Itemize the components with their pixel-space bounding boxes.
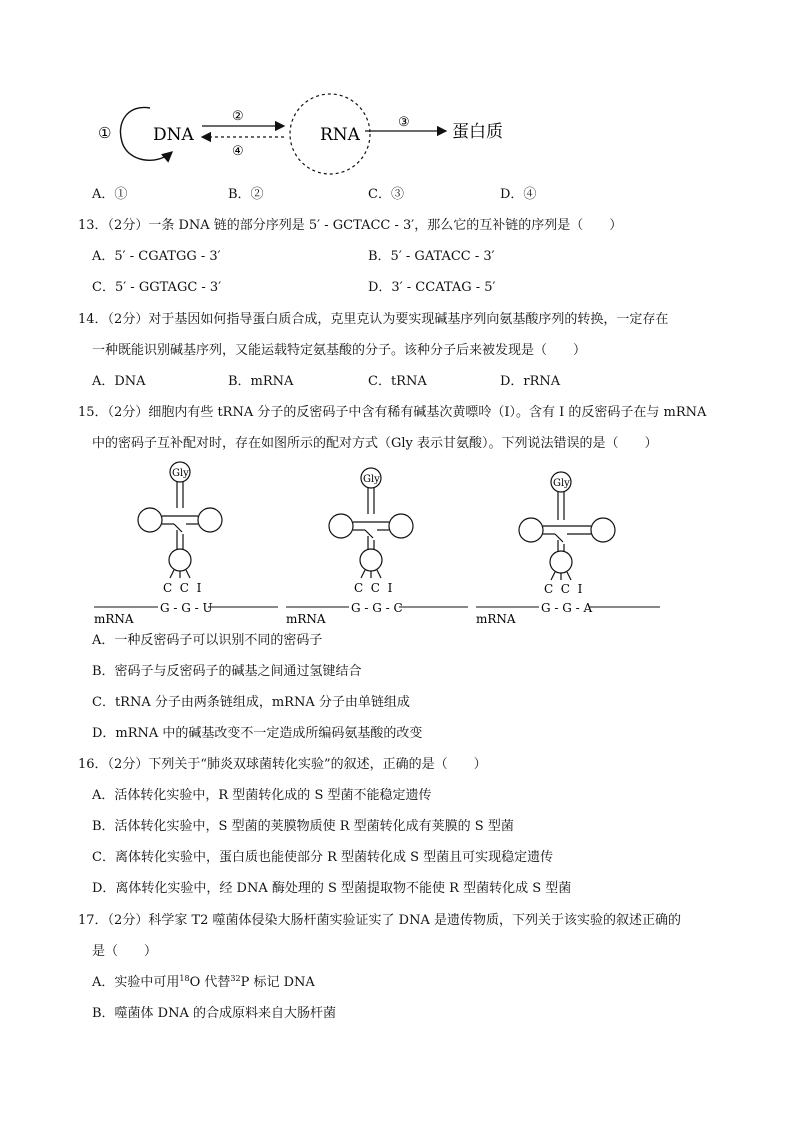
trna-1: [138, 462, 222, 615]
q12-option-a: A．①: [92, 187, 128, 202]
trna-2-anticodon: C C I: [354, 581, 393, 595]
q15-option-b: B．密码子与反密码子的碱基之间通过氢键结合: [92, 664, 362, 679]
q15-stem-line2: 中的密码子互补配对时，存在如图所示的配对方式（Gly 表示甘氨酸）。下列说法错误的是（ ）: [92, 436, 658, 451]
trna-3-codon: G - G - A: [541, 601, 593, 615]
q14-option-c: C．tRNA: [368, 374, 427, 389]
trna-3: [519, 472, 615, 615]
q17-option-a-pre: A．实验中可用: [92, 975, 180, 990]
q13-option-a: A．5′ - CGATGG - 3′: [92, 249, 221, 264]
protein-label: 蛋白质: [452, 122, 503, 142]
q16-option-c: C．离体转化实验中，蛋白质也能使部分 R 型菌转化成 S 型菌且可实现稳定遗传: [92, 850, 554, 865]
dna-label: DNA: [153, 125, 194, 145]
trna-2-amino-acid: Gly: [363, 474, 380, 485]
q13-option-d: D．3′ - CCATAG - 5′: [368, 280, 496, 295]
q12-option-b: B．②: [228, 187, 264, 202]
q17-option-a-post: P 标记 DNA: [240, 975, 315, 990]
step1-label: ①: [98, 124, 112, 142]
mrna-label-1: mRNA: [94, 612, 134, 626]
trna-3-amino-acid: Gly: [553, 478, 570, 489]
trna-1-anticodon: C C I: [163, 581, 202, 595]
q16-stem: 16．（2分）下列关于“肺炎双球菌转化实验”的叙述，正确的是（ ）: [78, 757, 487, 772]
q14-option-b: B．mRNA: [228, 374, 294, 389]
mrna-label-3: mRNA: [476, 612, 516, 626]
q14-stem-line2: 一种既能识别碱基序列，又能运载特定氨基酸的分子。该种分子后来被发现是（ ）: [92, 343, 587, 358]
trna-1-amino-acid: Gly: [172, 468, 189, 479]
q12-option-d: D．④: [500, 187, 537, 202]
q16-option-d: D．离体转化实验中，经 DNA 酶处理的 S 型菌提取物不能使 R 型菌转化成 S 型菌: [92, 881, 572, 896]
q13-option-c: C．5′ - GGTAGC - 3′: [92, 280, 222, 295]
q15-option-c: C．tRNA 分子由两条链组成，mRNA 分子由单链组成: [92, 695, 410, 710]
q14-option-a: A．DNA: [92, 374, 146, 389]
q14-stem-line1: 14．（2分）对于基因如何指导蛋白质合成，克里克认为要实现碱基序列向氨基酸序列的转换，一定存在: [78, 312, 669, 327]
q15-option-d: D．mRNA 中的碱基改变不一定造成所编码氨基酸的改变: [92, 726, 423, 741]
q17-stem-line1: 17．（2分）科学家 T2 噬菌体侵染大肠杆菌实验证实了 DNA 是遗传物质，下列关于该实验的叙述正确的: [78, 913, 681, 928]
q17-stem-line2: 是（ ）: [92, 944, 158, 959]
q17-option-a-isotope-o: 18: [179, 974, 190, 983]
trna-2: [329, 468, 413, 615]
q13-stem: 13．（2分）一条 DNA 链的部分序列是 5′ - GCTACC - 3′，那么它的互补链的序列是（ ）: [78, 218, 623, 233]
rna-label: RNA: [320, 125, 360, 145]
q17-option-b: B．噬菌体 DNA 的合成原料来自大肠杆菌: [92, 1006, 337, 1021]
q16-option-b: B．活体转化实验中，S 型菌的荚膜物质使 R 型菌转化成有荚膜的 S 型菌: [92, 819, 514, 834]
q17-option-a-mid: O 代替: [189, 975, 231, 990]
q17-option-a: [92, 974, 315, 992]
step4-label: ④: [232, 144, 244, 159]
q17-option-a-isotope-p: 32: [230, 974, 241, 983]
trna-1-codon: G - G - U: [160, 601, 213, 615]
mrna-label-2: mRNA: [286, 612, 326, 626]
step2-label: ②: [232, 109, 244, 124]
trna-2-codon: G - G - C: [351, 601, 403, 615]
trna-pairing-figure: [0, 456, 794, 632]
q12-option-c: C．③: [368, 187, 404, 202]
q16-option-a: A．活体转化实验中，R 型菌转化成的 S 型菌不能稳定遗传: [92, 788, 432, 803]
central-dogma-diagram: [0, 0, 794, 180]
q14-option-d: D．rRNA: [500, 374, 561, 389]
trna-3-anticodon: C C I: [544, 582, 583, 596]
q15-stem-line1: 15．（2分）细胞内有些 tRNA 分子的反密码子中含有稀有碱基次黄嘌呤（I）。含有 I 的反密码子在与 mRNA: [78, 405, 707, 420]
q13-option-b: B．5′ - GATACC - 3′: [368, 249, 495, 264]
q15-option-a: A．一种反密码子可以识别不同的密码子: [92, 633, 323, 648]
step3-label: ③: [398, 115, 410, 130]
